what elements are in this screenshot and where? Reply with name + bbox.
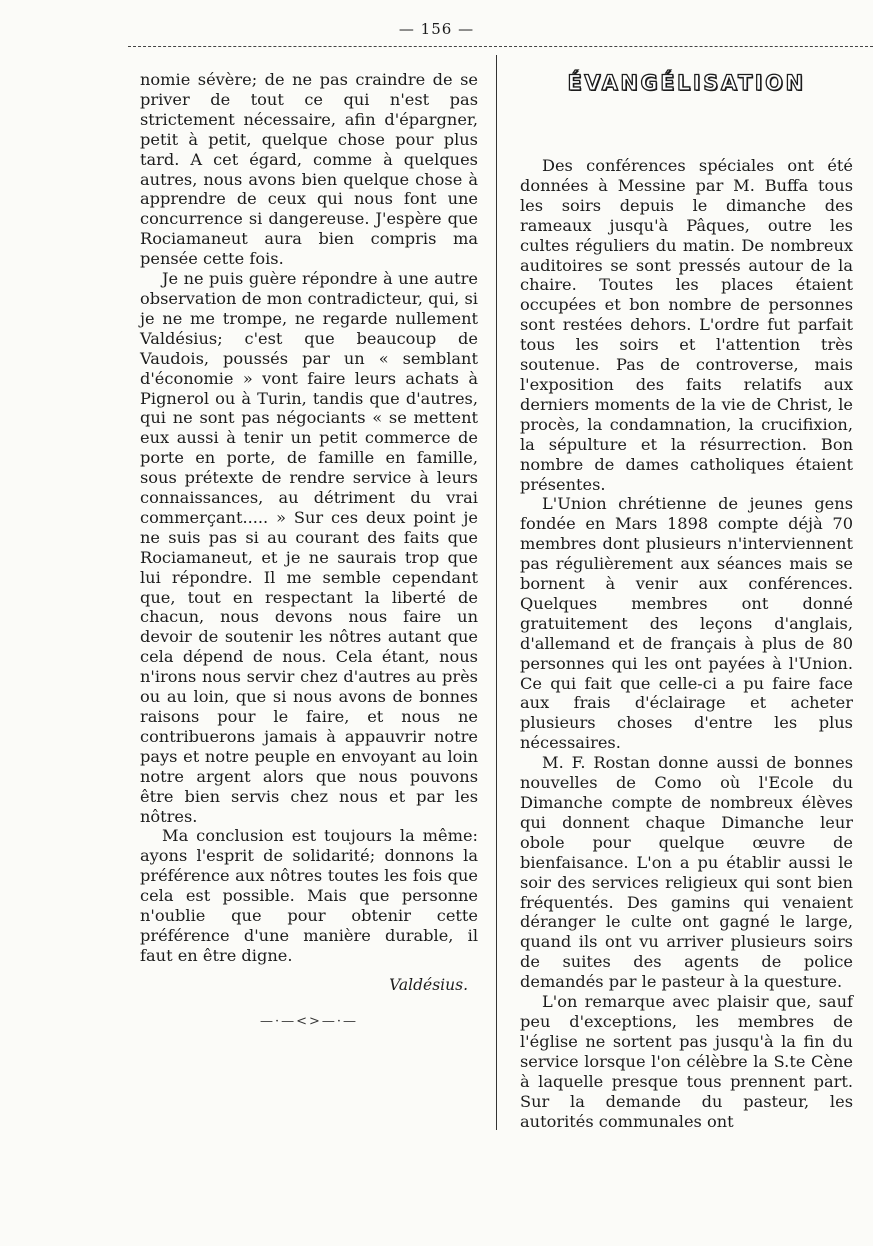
signature: Valdésius. xyxy=(389,975,468,994)
paragraph: M. F. Rostan donne aussi de bonnes nouvelles de Como où l'Ecole du Dimanche compte de nombreux élèves qui donnent chaque Dimanche leur obole pour quelque œuvre de bienfaisance. L'on a pu établir aussi le soir des services religieux qui sont bien fréquentés. Des gamins qui venaient déranger le culte ont gagné le large, quand ils ont vu arriver plusieurs soirs de suites des agents de police demandés par le pasteur à la questure. xyxy=(520,753,853,992)
column-divider xyxy=(496,55,497,1130)
left-column xyxy=(140,70,478,1032)
paragraph: nomie sévère; de ne pas craindre de se priver de tout ce qui n'est pas strictement nécessaire, afin d'épargner, petit à petit, quelque chose pour plus tard. A cet égard, comme à quelques autres, nous avons bien quelque chose à apprendre de ceux qui nous font une concurrence si dangereuse. J'espère que Rociamaneut aura bien compris ma pensée cette fois. xyxy=(140,70,478,269)
right-column xyxy=(520,70,853,1131)
ornament-divider: —·—<>—·— xyxy=(259,1013,359,1029)
header-rule xyxy=(128,46,873,47)
page-number: — 156 — xyxy=(398,20,475,38)
paragraph: Des conférences spéciales ont été données à Messine par M. Buffa tous les soirs depuis le dimanche des rameaux jusqu'à Pâques, outre les cultes réguliers du matin. De nombreux auditoires se sont pressés autour de la chaire. Toutes les places étaient occupées et bon nombre de personnes sont restées dehors. L'ordre fut parfait tous les soirs et l'attention très soutenue. Pas de controverse, mais l'exposition des faits relatifs aux derniers moments de la vie de Christ, le procès, la condamnation, la crucifixion, la sépulture et la résurrection. Bon nombre de dames catholiques étaient présentes. xyxy=(520,156,853,494)
paragraph: L'on remarque avec plaisir que, sauf peu d'exceptions, les membres de l'église ne sortent pas jusqu'à la fin du service lorsque l'on célèbre la S.te Cène à laquelle presque tous prennent part. Sur la demande du pasteur, les autorités communales ont xyxy=(520,992,853,1131)
paragraph: L'Union chrétienne de jeunes gens fondée en Mars 1898 compte déjà 70 membres dont plusieurs n'interviennent pas régulièrement aux séances mais se bornent à venir aux conférences. Quelques membres ont donné gratuitement des leçons d'anglais, d'allemand et de français à plus de 80 personnes qui les ont payées à l'Union. Ce qui fait que celle-ci a pu faire face aux frais d'éclairage et acheter plusieurs choses d'entre les plus nécessaires. xyxy=(520,494,853,753)
paragraph: Je ne puis guère répondre à une autre observation de mon contradicteur, qui, si je ne me trompe, ne regarde nullement Valdésius; c'est que beaucoup de Vaudois, poussés par un « semblant d'économie » vont faire leurs achats à Pignerol ou à Turin, tandis que d'autres, qui ne sont pas négociants « se mettent eux aussi à tenir un petit commerce de porte en porte, de famille en famille, sous prétexte de rendre service à leurs connaissances, au détriment du vrai commerçant..... » Sur ces deux point je ne suis pas si au courant des faits que Rociamaneut, et je ne saurais trop que lui répondre. Il me semble cependant que, tout en respectant la liberté de chacun, nous devons nous faire un devoir de soutenir les nôtres autant que cela dépend de nous. Cela étant, nous n'irons nous servir chez d'autres au près ou au loin, que si nous avons de bonnes raisons pour le faire, et nous ne contribuerons jamais à appauvrir notre pays et notre peuple en envoyant au loin notre argent alors que nous pouvons être bien servis chez nous et par les nôtres. xyxy=(140,269,478,826)
section-heading: ÉVANGÉLISATION xyxy=(567,71,806,95)
paragraph: Ma conclusion est toujours la même: ayons l'esprit de solidarité; donnons la préférence aux nôtres toutes les fois que cela est possible. Mais que personne n'oublie que pour obtenir cette préférence d'une manière durable, il faut en être digne. xyxy=(140,826,478,965)
